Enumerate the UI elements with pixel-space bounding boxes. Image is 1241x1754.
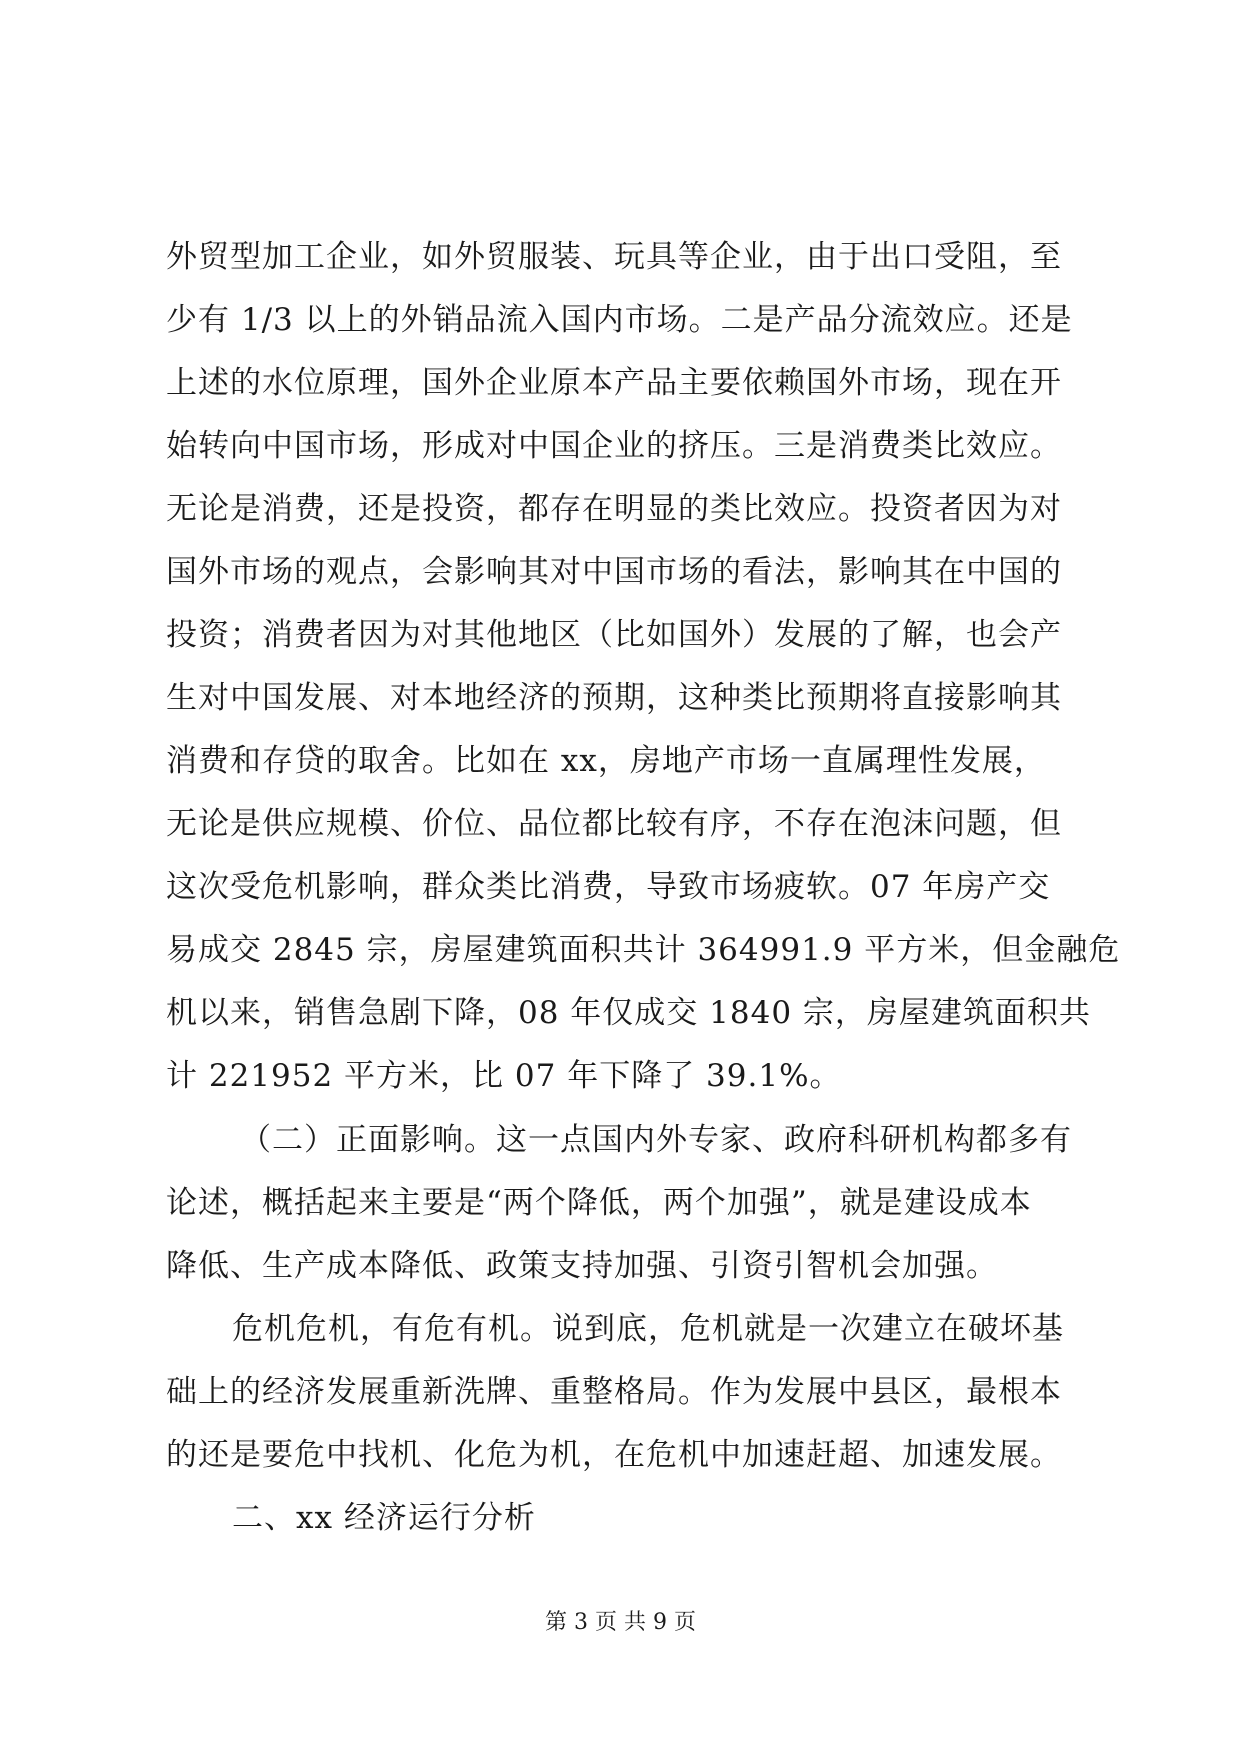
text-line: 无论是供应规模、价位、品位都比较有序，不存在泡沫问题，但 [166, 806, 1062, 842]
paragraph-heading-line: （二）正面影响。这一点国内外专家、政府科研机构都多有 [240, 1122, 1072, 1158]
text-line: 无论是消费，还是投资，都存在明显的类比效应。投资者因为对 [166, 491, 1062, 527]
text-line: 降低、生产成本降低、政策支持加强、引资引智机会加强。 [166, 1248, 998, 1284]
text-line: 机以来，销售急剧下降，08 年仅成交 1840 宗，房屋建筑面积共 [166, 995, 1091, 1031]
text-line: 国外市场的观点，会影响其对中国市场的看法，影响其在中国的 [166, 554, 1062, 590]
text-line: 少有 1/3 以上的外销品流入国内市场。二是产品分流效应。还是 [166, 302, 1073, 338]
text-line: 论述，概括起来主要是“两个降低，两个加强”，就是建设成本 [166, 1185, 1032, 1221]
text-line: 外贸型加工企业，如外贸服装、玩具等企业，由于出口受阻，至 [166, 239, 1062, 275]
text-line: 消费和存贷的取舍。比如在 xx，房地产市场一直属理性发展， [166, 743, 1046, 779]
text-line: 的还是要危中找机、化危为机，在危机中加速赶超、加速发展。 [166, 1437, 1062, 1473]
text-line: 这次受危机影响，群众类比消费，导致市场疲软。07 年房产交 [166, 869, 1051, 905]
text-line: 计 221952 平方米，比 07 年下降了 39.1%。 [166, 1058, 842, 1094]
paragraph-first-line: 危机危机，有危有机。说到底，危机就是一次建立在破坏基 [232, 1311, 1064, 1347]
text-line: 上述的水位原理，国外企业原本产品主要依赖国外市场，现在开 [166, 365, 1062, 401]
text-line: 易成交 2845 宗，房屋建筑面积共计 364991.9 平方米，但金融危 [166, 932, 1121, 968]
text-line: 始转向中国市场，形成对中国企业的挤压。三是消费类比效应。 [166, 428, 1062, 464]
text-line: 生对中国发展、对本地经济的预期，这种类比预期将直接影响其 [166, 680, 1062, 716]
section-heading: 二、xx 经济运行分析 [232, 1500, 536, 1536]
text-line: 础上的经济发展重新洗牌、重整格局。作为发展中县区，最根本 [166, 1374, 1062, 1410]
text-line: 投资；消费者因为对其他地区（比如国外）发展的了解，也会产 [166, 617, 1062, 653]
page-number-footer: 第 3 页 共 9 页 [545, 1610, 696, 1635]
